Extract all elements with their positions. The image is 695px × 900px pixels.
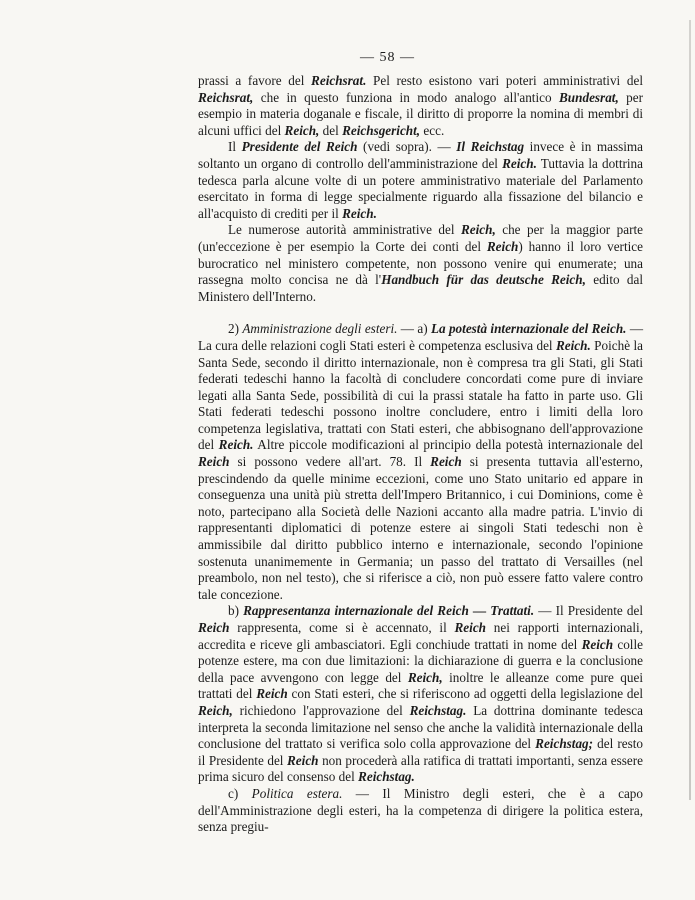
text-run: del [319, 122, 343, 138]
text-run: ) hanno il loro vertice burocratico nel ministero competente, non possono venire qui enumerate; una rassegna molto concisa ne dà l' [198, 238, 643, 288]
emphasis-bold-italic: La potestà internazionale del Reich. [430, 321, 627, 337]
emphasis-bold-italic: Reichstag; [535, 736, 594, 752]
paragraph-p5 [198, 603, 643, 786]
paragraph-p1 [198, 73, 643, 139]
emphasis-bold-italic: Reich [198, 454, 230, 470]
paragraph-p2 [198, 139, 643, 222]
text-run: (vedi sopra). — [357, 139, 457, 155]
paragraph-p4 [198, 321, 643, 603]
text-run: — La cura delle relazioni cogli Stati esteri è competenza esclusiva del [198, 321, 643, 353]
emphasis-bold-italic: Reich [287, 752, 319, 768]
emphasis-bold-italic: Reichstag. [409, 702, 467, 718]
emphasis-bold-italic: Reich. [342, 205, 377, 221]
text-run: invece è in massima soltanto un organo di controllo dell'amministrazione del [198, 139, 644, 171]
text-run: c) [228, 785, 252, 801]
text-run: prassi a favore del [198, 73, 312, 88]
emphasis-bold-italic: Reich [256, 686, 288, 702]
emphasis-bold-italic: Reich [454, 620, 487, 635]
text-run: Poichè la Santa Sede, secondo il diritto internazionale, non è compresa tra gli Stati, gli Stati federati tedeschi hanno la facoltà di concludere concordati come pure di inviare legati alla Santa Sede, possibilità di cui la prassi statale ha fatto in parte uso. Gli Stati federati tedeschi possono inoltre concludere, entro i limiti della loro competenza legislativa, trattati con Stati esteri, che abbisognano dell'approvazione del [198, 337, 643, 453]
emphasis-bold-italic: Reichsgericht, [342, 122, 421, 138]
text-run: non procederà alla ratifica di trattati importanti, senza essere prima sicuro del consenso del [198, 752, 643, 785]
page-edge-shadow [689, 20, 691, 800]
emphasis-bold-italic: Handbuch für das deutsche Reich, [381, 272, 586, 288]
paragraph-p3 [198, 222, 643, 305]
text-run: 2) [228, 321, 243, 337]
text-run: edito dal Ministero dell'Interno. [198, 272, 643, 304]
emphasis-bold-italic: Reich. [218, 437, 254, 453]
emphasis-bold-italic: Reichsrat, [198, 89, 254, 105]
text-run: colle potenze estere, ma con due limitazioni: la dichiarazione di guerra e la conclusione della pace avvengono con legge del [198, 636, 643, 685]
emphasis-italic: Amministrazione degli esteri. [242, 321, 398, 337]
emphasis-italic: Politica estera. [251, 785, 343, 801]
emphasis-bold-italic: Reichsrat. [311, 73, 367, 88]
emphasis-bold-italic: Reich [430, 454, 462, 470]
emphasis-bold-italic: Reich, [407, 669, 443, 685]
emphasis-bold-italic: Reich. [555, 337, 591, 353]
emphasis-bold-italic: Reichstag. [358, 769, 415, 785]
text-run: Tuttavia la dottrina tedesca parla alcune volte di un potere amministrativo materiale del Parlamento esercitato in forma di legge specialmente riguardo alla fissazione del bilancio e all'acquisto di crediti per il [198, 155, 643, 221]
text-run: — Il Presidente del [534, 603, 643, 619]
emphasis-bold-italic: Rappresentanza internazionale del Reich — Trattati. [243, 603, 535, 619]
text-run: che in questo funziona in modo analogo all'antico [253, 89, 560, 105]
emphasis-bold-italic: Il Reichstag [456, 139, 525, 155]
text-run: Altre piccole modificazioni al principio della potestà internazionale del [253, 437, 643, 453]
emphasis-bold-italic: Reich, [284, 122, 320, 138]
text-run: — Il Ministro degli esteri, che è a capo dell'Amministrazione degli esteri, ha la competenza di dirigere la politica estera, senza pregiu- [198, 785, 643, 835]
paragraph-p6 [198, 786, 643, 836]
text-run: Pel resto esistono vari poteri amministrativi del [366, 73, 643, 88]
text-run: nei rapporti internazionali, accredita e riceve gli ambasciatori. Egli conchiude trattati in nome del [198, 620, 643, 652]
emphasis-bold-italic: Reich, [460, 222, 496, 238]
emphasis-bold-italic: Reich, [198, 702, 233, 718]
emphasis-bold-italic: Reich. [502, 155, 537, 171]
text-run: Il [228, 139, 242, 155]
text-run: per esempio in materia doganale e fiscale, il diritto di proporre la nomina di membri di alcuni uffici del [198, 89, 644, 138]
text-run: Le numerose autorità amministrative del [228, 222, 461, 238]
text-run: — a) [397, 321, 431, 337]
text-run: rappresenta, come si è accennato, il [229, 620, 455, 635]
text-run: del resto il Presidente del [198, 736, 643, 768]
text-run: si possono vedere all'art. 78. Il [229, 454, 431, 470]
page-number: — 58 — [360, 50, 415, 65]
body-text [198, 73, 643, 836]
text-run: si presenta tuttavia all'esterno, prescindendo da quelle minime eccezioni, come uno Stato unitario ed appare in conseguenza una unità più stretta dell'Impero Britannico, i cui Dominions, come è noto, partecipano alla Società delle Nazioni accanto alla madre patria. L'invio di rappresentanti diplomatici di potenze estere ai singoli Stati tedeschi non è ammissibile dal diritto pubblico interno e internazionale, secondo l'opinione sostenuta unanimemente in Germania; un passo del trattato di Versailles (nel preambolo, non nel testo), che si riferisce a ciò, non può essere fatto valere contro tale concezione. [198, 454, 643, 602]
text-run: b) [228, 603, 244, 619]
text-run: ecc. [420, 122, 445, 138]
emphasis-bold-italic: Reich [581, 636, 614, 652]
text-run: inoltre le alleanze come pure quei trattati del [198, 669, 643, 702]
emphasis-bold-italic: Presidente del Reich [241, 139, 358, 155]
text-run: richiedono l'approvazione del [232, 702, 410, 718]
text-run: che per la maggior parte (un'eccezione è per esempio la Corte dei conti del [198, 222, 643, 254]
emphasis-bold-italic: Bundesrat, [559, 89, 619, 105]
emphasis-bold-italic: Reich [486, 238, 519, 254]
emphasis-bold-italic: Reich [198, 620, 230, 635]
text-run: La dottrina dominante tedesca interpreta la seconda limitazione nel senso che anche la validità internazionale della conclusione del trattato si verifica solo colla approvazione del [198, 702, 643, 752]
text-run: con Stati esteri, che si riferiscono ad oggetti della legislazione del [287, 686, 643, 702]
